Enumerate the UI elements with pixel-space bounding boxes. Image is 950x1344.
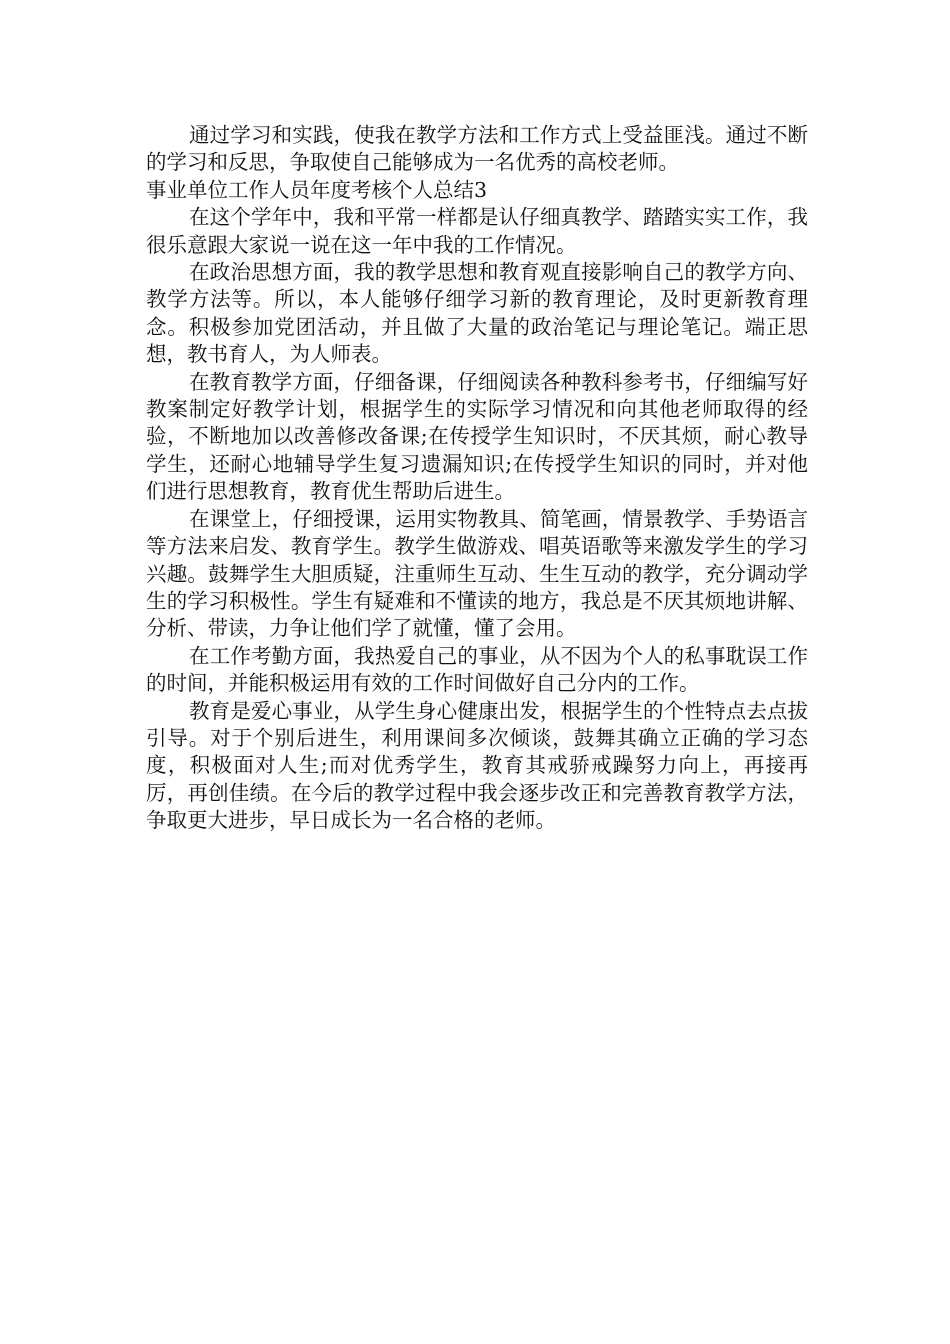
paragraph-political: 在政治思想方面，我的教学思想和教育观直接影响自己的教学方向、教学方法等。所以，本人能够仔细学习新的教育理论，及时更新教育理念。积极参加党团活动，并且做了大量的政治笔记与理论笔记。端正思想，教书育人，为人师表。 bbox=[146, 260, 808, 367]
paragraph-conclusion: 教育是爱心事业，从学生身心健康出发，根据学生的个性特点去点拔引导。对于个别后进生，利用课间多次倾谈，鼓舞其确立正确的学习态度，积极面对人生;而对优秀学生，教育其戒骄戒躁努力向上，再接再厉，再创佳绩。在今后的教学过程中我会逐步改正和完善教育教学方法，争取更大进步，早日成长为一名合格的老师。 bbox=[146, 698, 808, 833]
intro-paragraph: 通过学习和实践，使我在教学方法和工作方式上受益匪浅。通过不断的学习和反思，争取使自己能够成为一名优秀的高校老师。 bbox=[146, 123, 808, 175]
paragraph-teaching: 在教育教学方面，仔细备课，仔细阅读各种教科参考书，仔细编写好教案制定好教学计划，根据学生的实际学习情况和向其他老师取得的经验，不断地加以改善修改备课;在传授学生知识时，不厌其烦，耐心教导学生，还耐心地辅导学生复习遗漏知识;在传授学生知识的同时，并对他们进行思想教育，教育优生帮助后进生。 bbox=[146, 369, 808, 504]
paragraph-attendance: 在工作考勤方面，我热爱自己的事业，从不因为个人的私事耽误工作的时间，并能积极运用有效的工作时间做好自己分内的工作。 bbox=[146, 643, 808, 696]
document-body bbox=[146, 122, 808, 835]
paragraph-overview: 在这个学年中，我和平常一样都是认仔细真教学、踏踏实实工作，我很乐意跟大家说一说在这一年中我的工作情况。 bbox=[146, 205, 808, 257]
paragraph-classroom: 在课堂上，仔细授课，运用实物教具、简笔画，情景教学、手势语言等方法来启发、教育学生。教学生做游戏、唱英语歌等来激发学生的学习兴趣。鼓舞学生大胆质疑，注重师生互动、生生互动的教学，充分调动学生的学习积极性。学生有疑难和不懂读的地方，我总是不厌其烦地讲解、分析、带读，力争让他们学了就懂，懂了会用。 bbox=[146, 506, 808, 641]
section-title: 事业单位工作人员年度考核个人总结3 bbox=[146, 177, 488, 202]
